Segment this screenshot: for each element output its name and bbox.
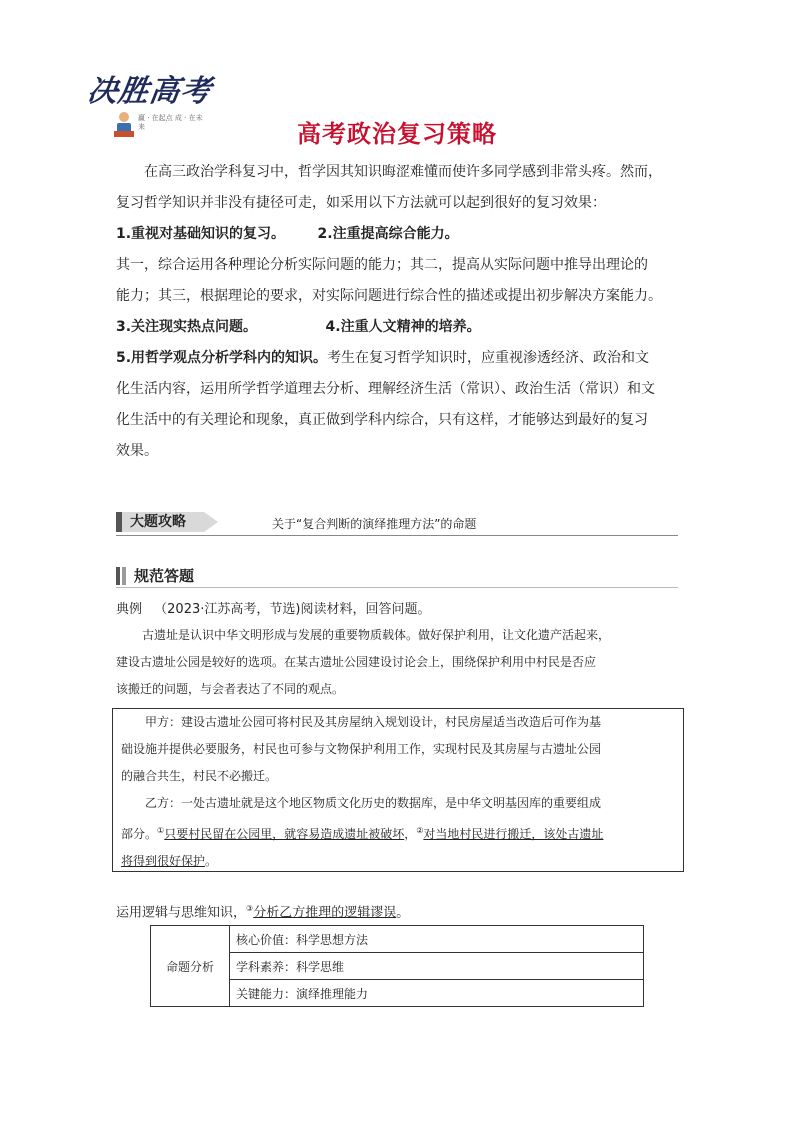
subsection-divider [116, 587, 678, 588]
marker-2: ② [416, 826, 424, 835]
tip-2: 2.注重提高综合能力。 [317, 226, 459, 242]
yi-line-2 [121, 817, 675, 848]
subsection-marker-2 [122, 567, 126, 585]
debate-content [121, 709, 675, 875]
intro-paragraph [116, 157, 678, 467]
table-row [151, 926, 644, 953]
tip-2-body-1: 其一，综合运用各种理论分析实际问题的能力；其二，提高从实际问题中推导出理论的 [116, 257, 648, 273]
yi-line-3-end: 。 [205, 854, 218, 868]
row-value: 科学思想方法 [296, 932, 369, 947]
tip-3: 3.关注现实热点问题。 [116, 319, 258, 335]
material-line-2: 建设古遗址公园是较好的选项。在某古遗址公园建设讨论会上，围绕保护利用中村民是否应 [116, 655, 597, 669]
tip-2-body-2: 能力；其三，根据理论的要求，对实际问题进行综合性的描述或提出初步解决方案能力。 [116, 288, 662, 304]
section-header [116, 510, 678, 536]
yi-line-3 [121, 848, 675, 875]
analysis-label: 命题分析 [151, 926, 230, 1007]
tip-5-body-1: 考生在复习哲学知识时，应重视渗透经济、政治和文 [327, 350, 650, 366]
subsection-marker [116, 567, 120, 585]
question-underlined: 分析乙方推理的逻辑谬误 [253, 905, 397, 921]
yi-underline-3: 将得到很好保护 [121, 854, 206, 868]
row-value: 演绎推理能力 [296, 986, 369, 1001]
intro-line-1: 在高三政治学科复习中，哲学因其知识晦涩难懂而使许多同学感到非常头疼。然而， [144, 164, 662, 180]
section-divider [116, 535, 678, 536]
tip-5: 5.用哲学观点分析学科内的知识。 [116, 350, 328, 366]
yi-line-1: 乙方：一处古遗址就是这个地区物质文化历史的数据库，是中华文明基因库的重要组成 [145, 796, 602, 810]
question-pre: 运用逻辑与思维知识， [116, 905, 247, 921]
material-line-3: 该搬迁的问题，与会者表达了不同的观点。 [116, 682, 345, 696]
yi-line-2-pre: 部分。 [121, 827, 158, 841]
tip-5-line [116, 343, 678, 374]
marker-1: ① [157, 826, 165, 835]
section-title: 关于“复合判断的演绎推理方法”的命题 [272, 517, 477, 531]
yi-underline-1: 只要村民留在公园里，就容易造成遗址被破坏 [164, 827, 405, 841]
section-tag: 大题攻略 [116, 512, 204, 532]
jia-line-3: 的融合共生，村民不必搬迁。 [121, 769, 278, 783]
row-key: 学科素养： [236, 959, 297, 974]
row-value: 科学思维 [296, 959, 345, 974]
question-line [116, 897, 678, 925]
intro-line-2: 复习哲学知识并非没有捷径可走，如采用以下方法就可以起到很好的复习效果： [116, 195, 606, 211]
subsection-header [116, 564, 678, 588]
jia-line-2: 础设施并提供必要服务，村民也可参与文物保护利用工作，实现村民及其房屋与古遗址公园 [121, 742, 602, 756]
question-marker: ③ [246, 904, 254, 913]
tip-1: 1.重视对基础知识的复习。 [116, 226, 286, 242]
logo-subtext: 赢 · 在起点 成 · 在未来 [138, 114, 203, 131]
example-source-line [116, 598, 678, 622]
row-key: 关键能力： [236, 986, 297, 1001]
material-line-1: 古遗址是认识中华文明形成与发展的重要物质载体。做好保护利用，让文化遗产活起来， [142, 628, 611, 642]
tips-row-2 [116, 312, 678, 343]
example-material [116, 622, 678, 703]
example-label: 典例 [116, 602, 143, 617]
table-cell [230, 953, 644, 980]
table-cell [230, 980, 644, 1007]
row-key: 核心价值： [236, 932, 297, 947]
yi-line-2-mid: ， [404, 827, 417, 841]
tip-5-body-2: 化生活内容，运用所学哲学道理去分析、理解经济生活（常识）、政治生活（常识）和文 [116, 381, 655, 397]
debate-box [112, 708, 684, 872]
question-end: 。 [396, 905, 410, 921]
analysis-table [150, 925, 644, 1007]
tips-row-1 [116, 219, 678, 250]
tip-5-body-4: 效果。 [116, 443, 158, 459]
yi-underline-2: 对当地村民进行搬迁，该处古遗址 [423, 827, 604, 841]
tip-4: 4.注重人文精神的培养。 [325, 319, 481, 335]
subsection-title: 规范答题 [134, 567, 195, 585]
jia-line-1: 甲方：建设古遗址公园可将村民及其房屋纳入规划设计，村民房屋适当改造后可作为基 [145, 715, 602, 729]
tip-5-body-3: 化生活中的有关理论和现象，真正做到学科内综合，只有这样，才能够达到最好的复习 [116, 412, 648, 428]
logo-text: 决胜高考 [85, 74, 214, 109]
example-source: （2023·江苏高考，节选)阅读材料，回答问题。 [154, 602, 431, 617]
page-title: 高考政治复习策略 [297, 120, 497, 148]
table-cell [230, 926, 644, 953]
